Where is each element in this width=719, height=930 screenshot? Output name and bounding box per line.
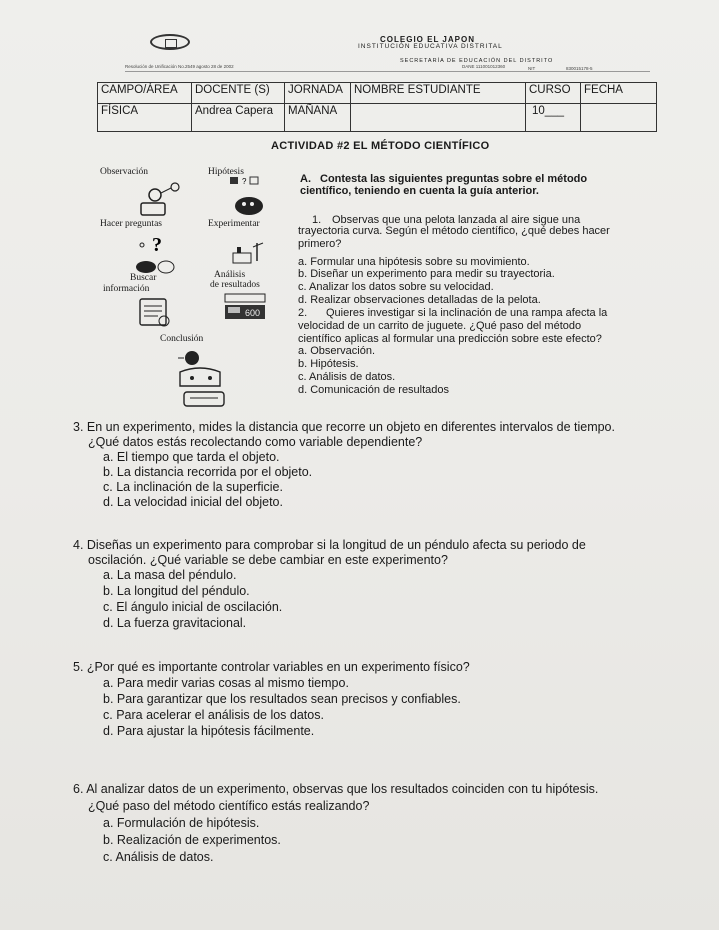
header-docente: DOCENTE (S) xyxy=(192,83,285,104)
label-analisis: Análisis xyxy=(214,270,246,280)
q3-option-b[interactable]: b. La distancia recorrida por el objeto. xyxy=(103,465,313,479)
header-divider xyxy=(125,71,650,72)
svg-text:600: 600 xyxy=(245,308,261,318)
label-hipotesis: Hipótesis xyxy=(208,167,244,177)
experiment-icon xyxy=(231,239,271,269)
q2-option-d[interactable]: d. Comunicación de resultados xyxy=(298,384,450,396)
q1-line2: trayectoria curva. Según el método científico, ¿qué debes hacer xyxy=(298,225,610,237)
dane-code: DANE 111001012360 xyxy=(462,64,506,69)
section-a-line2: científico, teniendo en cuenta la guía anterior. xyxy=(300,185,539,197)
label-observacion: Observación xyxy=(100,167,149,177)
q5-option-b[interactable]: b. Para garantizar que los resultados sean precisos y confiables. xyxy=(103,692,461,706)
q1-line3: primero? xyxy=(298,238,342,250)
q3-line2: ¿Qué datos estás recolectando como variable dependiente? xyxy=(88,435,423,449)
q4-option-b[interactable]: b. La longitud del péndulo. xyxy=(103,584,250,598)
q2-line2: velocidad de un carrito de juguete. ¿Qué paso del método xyxy=(298,320,582,332)
conclusion-icon xyxy=(170,348,240,410)
svg-text:?: ? xyxy=(152,234,162,256)
section-a-letter: A. xyxy=(300,173,311,185)
value-nombre[interactable] xyxy=(351,103,526,132)
q4-option-d[interactable]: d. La fuerza gravitacional. xyxy=(103,616,247,630)
observer-icon xyxy=(133,179,183,217)
label-experimentar: Experimentar xyxy=(208,219,260,229)
value-curso[interactable] xyxy=(526,103,581,132)
analysis-icon xyxy=(223,293,273,323)
label-hacer-preguntas: Hacer preguntas xyxy=(100,219,162,229)
student-info-table xyxy=(97,82,657,132)
header-jornada: JORNADA xyxy=(285,83,351,104)
nit-value: 830015178-5 xyxy=(566,66,593,71)
header-fecha: FECHA xyxy=(581,83,657,104)
q5-option-a[interactable]: a. Para medir varias cosas al mismo tiempo. xyxy=(103,676,349,690)
header-curso: CURSO xyxy=(526,83,581,104)
value-jornada: MAÑANA xyxy=(285,103,351,132)
q1-option-a[interactable]: a. Formular una hipótesis sobre su movimiento. xyxy=(298,256,530,268)
q2-option-c[interactable]: c. Análisis de datos. xyxy=(298,371,396,383)
q2-line1: Quieres investigar si la inclinación de una rampa afecta la xyxy=(326,307,608,319)
activity-title: ACTIVIDAD #2 EL MÉTODO CIENTÍFICO xyxy=(271,140,490,152)
q6-line1: 6. Al analizar datos de un experimento, observas que los resultados coinciden con tu hipótesis. xyxy=(73,782,599,796)
resolution-line: Resolución de Unificación No.2549 agosto 28 de 2002 xyxy=(125,64,234,69)
book-icon xyxy=(138,297,174,329)
value-fecha[interactable] xyxy=(581,103,657,132)
q6-line2: ¿Qué paso del método científico estás realizando? xyxy=(88,799,370,813)
institution-name: INSTITUCIÓN EDUCATIVA DISTRITAL xyxy=(358,43,503,50)
q2-line3: científico aplicas al formular una predicción sobre este efecto? xyxy=(298,333,602,345)
label-conclusion: Conclusión xyxy=(160,334,204,344)
q4-option-c[interactable]: c. El ángulo inicial de oscilación. xyxy=(103,600,283,614)
q1-option-c[interactable]: c. Analizar los datos sobre su velocidad. xyxy=(298,281,494,293)
q2-option-b[interactable]: b. Hipótesis. xyxy=(298,358,359,370)
info-header-row xyxy=(98,83,657,104)
q4-line2: oscilación. ¿Qué variable se debe cambiar en este experimento? xyxy=(88,553,448,567)
q3-option-d[interactable]: d. La velocidad inicial del objeto. xyxy=(103,495,283,509)
section-a-line1: Contesta las siguientes preguntas sobre el método xyxy=(320,173,588,185)
q6-option-c[interactable]: c. Análisis de datos. xyxy=(103,850,214,864)
q4-option-a[interactable]: a. La masa del péndulo. xyxy=(103,568,237,582)
q1-line1: Observas que una pelota lanzada al aire sigue una xyxy=(332,214,581,226)
header-nombre: NOMBRE ESTUDIANTE xyxy=(351,83,526,104)
q6-option-b[interactable]: b. Realización de experimentos. xyxy=(103,833,281,847)
school-name: COLEGIO EL JAPON xyxy=(380,35,475,44)
q5-line1: 5. ¿Por qué es importante controlar variables en un experimento físico? xyxy=(73,660,470,674)
info-value-row xyxy=(98,103,657,132)
q6-option-a[interactable]: a. Formulación de hipótesis. xyxy=(103,816,260,830)
q1-option-b[interactable]: b. Diseñar un experimento para medir su trayectoria. xyxy=(298,268,555,280)
value-campo: FÍSICA xyxy=(98,103,192,132)
q5-option-d[interactable]: d. Para ajustar la hipótesis fácilmente. xyxy=(103,724,315,738)
label-informacion: información xyxy=(103,284,150,294)
q4-line1: 4. Diseñas un experimento para comprobar si la longitud de un péndulo afecta su periodo de xyxy=(73,538,586,552)
label-buscar: Buscar xyxy=(130,273,157,283)
q2-number: 2. xyxy=(298,307,308,319)
q3-line1: 3. En un experimento, mides la distancia que recorre un objeto en diferentes intervalos de tiempo. xyxy=(73,420,615,434)
label-de-resultados: de resultados xyxy=(210,280,260,290)
curso-number: 10 xyxy=(532,104,545,117)
curso-blank: ___ xyxy=(544,104,564,117)
secretary-line: SECRETARÍA DE EDUCACIÓN DEL DISTRITO xyxy=(400,58,554,64)
school-logo-icon xyxy=(150,34,190,50)
scientific-method-diagram xyxy=(98,163,288,413)
q2-option-a[interactable]: a. Observación. xyxy=(298,345,376,357)
hypothesis-icon xyxy=(226,176,272,216)
value-docente: Andrea Capera xyxy=(192,103,285,132)
q1-number: 1. xyxy=(312,214,322,226)
q3-option-c[interactable]: c. La inclinación de la superficie. xyxy=(103,480,283,494)
q1-option-d[interactable]: d. Realizar observaciones detalladas de la pelota. xyxy=(298,294,541,306)
q5-option-c[interactable]: c. Para acelerar el análisis de los datos. xyxy=(103,708,324,722)
q3-option-a[interactable]: a. El tiempo que tarda el objeto. xyxy=(103,450,280,464)
header-campo: CAMPO/ÁREA xyxy=(98,83,192,104)
question-icon xyxy=(132,231,184,275)
nit-label: NIT xyxy=(528,66,536,71)
svg-text:?: ? xyxy=(242,177,247,186)
